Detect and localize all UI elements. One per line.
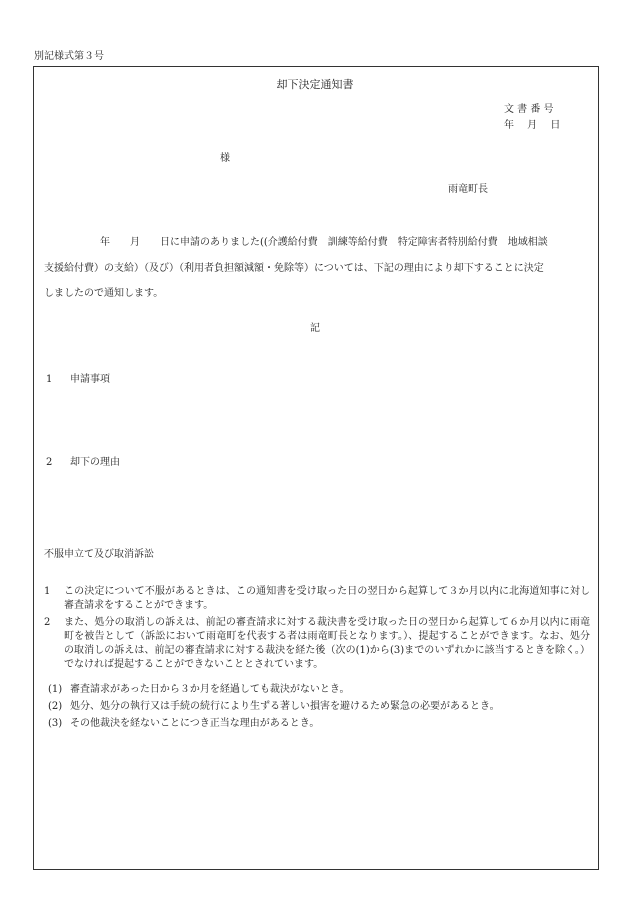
appeal-item-2 — [44, 616, 590, 672]
appeal-subitem-1 — [48, 683, 590, 697]
appeal-subitem-3 — [48, 717, 590, 731]
document-number-label: 文 書 番 号 — [504, 104, 554, 115]
appeal-item-1 — [44, 585, 590, 613]
subitem-text: その他裁決を経ないことにつき正当な理由があるとき。 — [70, 718, 320, 729]
section-label: 却下の理由 — [70, 457, 120, 468]
item-number: 2 — [44, 617, 51, 628]
appeal-heading: 不服申立て及び取消訴訟 — [44, 549, 154, 560]
section-number: 1 — [46, 374, 53, 385]
body-line-2: 支援給付費）の支給）（及び）（利用者負担額減額・免除等）については、下記の理由により却下することに決定 — [44, 263, 544, 274]
issuer-name: 雨竜町長 — [448, 184, 488, 195]
subitem-number: (1) — [48, 684, 63, 695]
form-label: 別記様式第３号 — [34, 51, 104, 62]
item-text: この決定について不服があるときは、この通知書を受け取った日の翌日から起算して３か月以内に北海道知事に対し審査請求をすることができます。 — [64, 586, 590, 611]
section-label: 申請事項 — [70, 374, 110, 385]
body-line-3: しましたので通知します。 — [44, 288, 164, 299]
addressee-suffix: 様 — [220, 153, 230, 164]
section-rejection-reason — [46, 456, 120, 470]
appeal-subitem-2 — [48, 700, 590, 714]
section-number: 2 — [46, 457, 53, 468]
item-text: また、処分の取消しの訴えは、前記の審査請求に対する裁決書を受け取った日の翌日から起算して６か月以内に雨竜町を被告として（訴訟において雨竜町を代表する者は雨竜町長となります。）、提起することができます。なお、処分の取消しの訴えは、前記の審査請求に対する裁決を経た後（次の(1)から(3)までのいずれかに該当するときを除く。）でなければ提起することができないこととされています。 — [64, 617, 590, 670]
section-application-items — [46, 373, 110, 387]
subitem-text: 審査請求があった日から３か月を経過しても裁決がないとき。 — [70, 684, 350, 695]
subitem-number: (3) — [48, 718, 63, 729]
ki-label: 記 — [310, 323, 320, 334]
item-number: 1 — [44, 586, 51, 597]
date-label: 年 月 日 — [504, 120, 561, 131]
subitem-text: 処分、処分の執行又は手続の続行により生ずる著しい損害を避けるため緊急の必要があるとき。 — [70, 701, 500, 712]
document-title: 却下決定通知書 — [276, 78, 354, 91]
body-line-1: 年 月 日に申請のありました((介護給付費 訓練等給付費 特定障害者特別給付費 地域相談 — [100, 237, 548, 248]
subitem-number: (2) — [48, 701, 63, 712]
